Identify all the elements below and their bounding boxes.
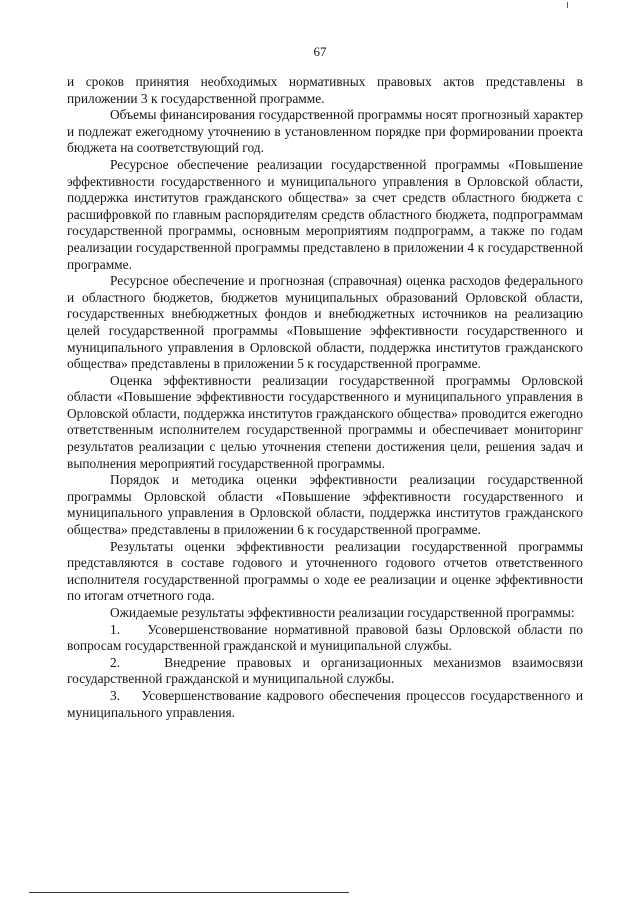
list-item: [67, 688, 583, 721]
list-item-text: Внедрение правовых и организационных механизмов взаимосвязи государственной гражданской и муниципальной службы.: [67, 654, 583, 687]
paragraph-expected-results: Ожидаемые результаты эффективности реализации государственной программы:: [110, 605, 575, 620]
list-item-number: 3.: [110, 687, 121, 703]
list-item: [67, 622, 583, 655]
page-number: 67: [313, 44, 327, 59]
paragraph-resource-provision: Ресурсное обеспечение реализации государственной программы «Повышение эффективности государственного и муниципального управления в Орловской области, поддержка институтов гражданского общества» за счет средств областного бюджета с расшифровкой по главным распорядителям средств областного бюджета, подпрограммам государственной программы, основным мероприятиям подпрограмм, а также по годам реализации государственной программы представлено в приложении 4 к государственной программе.: [67, 156, 583, 272]
list-item-number: 1.: [110, 621, 121, 637]
list-item: [67, 655, 583, 688]
document-body: [67, 74, 583, 721]
paragraph-financing: Объемы финансирования государственной программы носят прогнозный характер и подлежат ежегодному уточнению в установленном порядке при формировании проекта бюджета на соответствующий год.: [67, 107, 583, 156]
list-item-text: Усовершенствование кадрового обеспечения процессов государственного и муниципального управления.: [67, 687, 583, 720]
paragraph-assessment-methodology: Порядок и методика оценки эффективности реализации государственной программы Орловской области «Повышение эффективности государственного и муниципального управления в Орловской области, поддержка институтов гражданского общества» представлены в приложении 6 к государственной программе.: [67, 472, 583, 538]
list-item-number: 2.: [110, 654, 121, 670]
paragraph-assessment-results: Результаты оценки эффективности реализации государственной программы представляются в составе годового и уточненного годового отчетов ответственного исполнителя государственной программы о ходе ее реализации и оценке эффективности по итогам отчетного года.: [67, 538, 583, 604]
paragraph-continuation: и сроков принятия необходимых нормативных правовых актов представлены в приложении 3 к государственной программе.: [67, 74, 583, 106]
paragraph-efficiency-assessment: Оценка эффективности реализации государственной программы Орловской области «Повышение эффективности государственного и муниципального управления в Орловской области, поддержка институтов гражданского общества» проводится ежегодно ответственным исполнителем государственной программы и обеспечивает мониторинг результатов реализации с целью уточнения степени достижения цели, решения задач и выполнения мероприятий государственной программы.: [67, 372, 583, 471]
list-item-text: Усовершенствование нормативной правовой базы Орловской области по вопросам государственной гражданской и муниципальной службы.: [67, 621, 584, 654]
scan-mark: [567, 2, 568, 8]
paragraph-resource-forecast: Ресурсное обеспечение и прогнозная (справочная) оценка расходов федерального и областного бюджетов, бюджетов муниципальных образований Орловской области, государственных внебюджетных фондов и внебюджетных источников на реализацию целей государственной программы «Повышение эффективности государственного и муниципального управления в Орловской области, поддержка институтов гражданского общества» представлены в приложении 5 к государственной программе.: [67, 273, 583, 372]
footer-divider: [29, 892, 349, 893]
